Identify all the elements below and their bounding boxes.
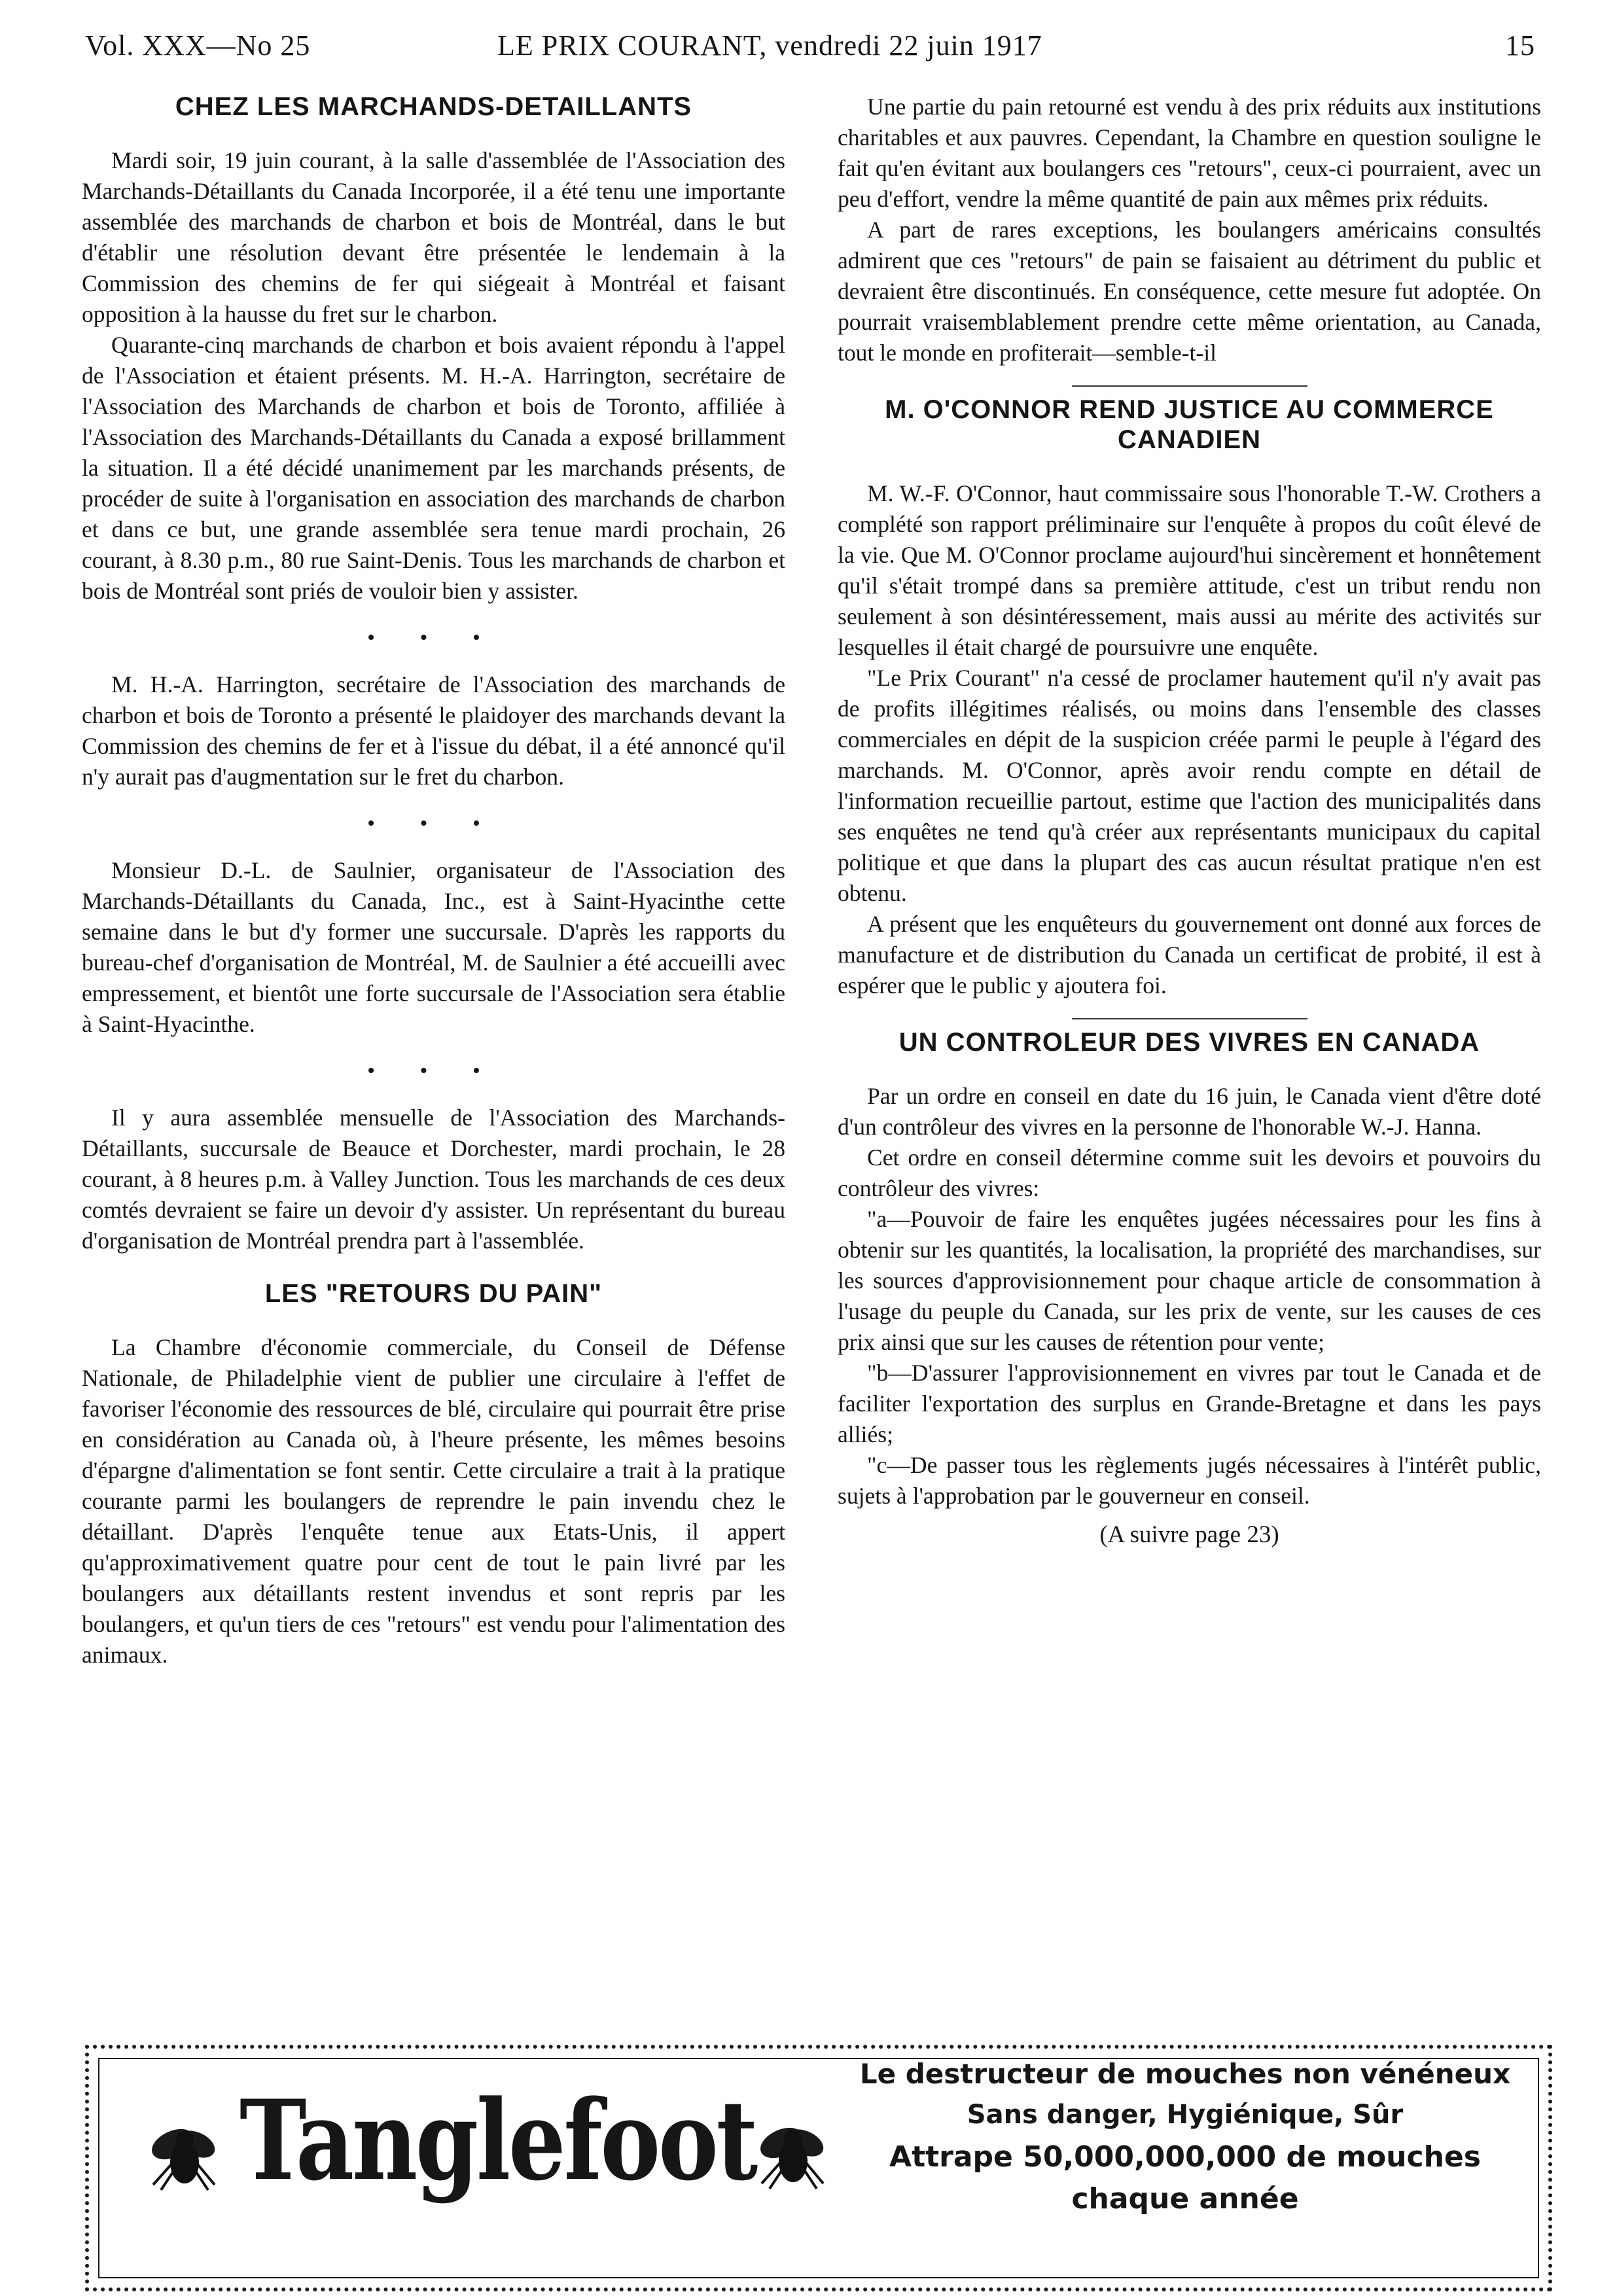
page-number: 15	[1505, 29, 1535, 62]
separator-dots: • • •	[367, 626, 500, 650]
continued-note: (A suivre page 23)	[1099, 1521, 1279, 1548]
fly-icon	[750, 2121, 835, 2193]
paragraph: Par un ordre en conseil en date du 16 juin, le Canada vient d'être doté d'un contrôleur des vivres en la personne de l'honorable W.-J. Hanna.	[838, 1083, 1541, 1140]
paragraph: Cet ordre en conseil détermine comme suit les devoirs et pouvoirs du contrôleur des vivres:	[838, 1144, 1541, 1201]
section-divider	[1072, 1018, 1307, 1019]
ad-text-block	[848, 2054, 1522, 2219]
section-title: CHEZ LES MARCHANDS-DETAILLANTS	[175, 92, 692, 121]
section-title: M. O'CONNOR REND JUSTICE AU COMMERCE CANADIEN	[885, 395, 1494, 454]
brand-name: Tanglefoot	[240, 2075, 756, 2205]
paragraph: "Le Prix Courant" n'a cessé de proclamer hautement qu'il n'y avait pas de profits illégitimes réalisés, ou moins dans l'ensemble des classes commerciales en dépit de la suspicion créée parmi le peuple à l'égard des marchands. M. O'Connor, après avoir rendu compte en détail de l'information recueillie partout, estime que l'action des municipalités dans ses enquêtes ne tend qu'à créer aux représentants municipaux du capital politique et que dans la plupart des cas aucun résultat pratique n'en est obtenu.	[838, 665, 1541, 906]
paragraph: "c—De passer tous les règlements jugés nécessaires à l'intérêt public, sujets à l'approbation par le gouverneur en conseil.	[838, 1452, 1541, 1509]
right-column	[838, 92, 1541, 1549]
paragraph: Monsieur D.-L. de Saulnier, organisateur de l'Association des Marchands-Détaillants du Canada, Inc., est à Saint-Hyacinthe cette semaine dans le but d'y former une succursale. D'après les rapports du bureau-chef d'organisation de Montréal, M. de Saulnier a été accueilli avec empressement, et bientôt une forte succursale de l'Association sera établie à Saint-Hyacinthe.	[82, 857, 785, 1037]
paragraph: "a—Pouvoir de faire les enquêtes jugées nécessaires pour les fins à obtenir sur les quantités, la localisation, la propriété des marchandises, sur les sources d'approvisionnement pour chaque article de consommation à l'usage du peuple du Canada, sur les prix de vente, sur les causes de ces prix ainsi que sur les causes de rétention pour vente;	[838, 1206, 1541, 1355]
separator-dots: • • •	[367, 811, 500, 836]
paragraph: Mardi soir, 19 juin courant, à la salle d'assemblée de l'Association des Marchands-Détaillants du Canada Incorporée, il a été tenu une importante assemblée des marchands de charbon et bois de Montréal, dans le but d'établir une résolution devant être présentée le lendemain à la Commission des chemins de fer qui siégeait à Montréal et faisant opposition à la hausse du fret sur le charbon.	[82, 147, 785, 327]
paragraph: A part de rares exceptions, les boulangers américains consultés admirent que ces "retours" de pain se faisaient au détriment du public et devraient être discontinués. En conséquence, cette mesure fut adoptée. On pourrait vraisemblablement prendre cette même orientation, au Canada, tout le monde en profiterait—semble-t-il	[838, 217, 1541, 366]
paragraph: Une partie du pain retourné est vendu à des prix réduits aux institutions charitables et aux pauvres. Cependant, la Chambre en question souligne le fait qu'en évitant aux boulangers ces "retours", ceux-ci pourraient, avec un peu d'effort, vendre la même quantité de pain aux mêmes prix réduits.	[838, 94, 1541, 212]
ad-claim: Attrape 50,000,000,000 de mouches	[889, 2140, 1481, 2174]
paragraph: Il y aura assemblée mensuelle de l'Association des Marchands-Détaillants, succursale de Beauce et Dorchester, mardi prochain, le 28 courant, à 8 heures p.m. à Valley Junction. Tous les marchands de ces deux comtés devraient se faire un devoir d'y assister. Un représentant du bureau d'organisation de Montréal prendra part à l'assemblée.	[82, 1104, 785, 1254]
paragraph: "b—D'assurer l'approvisionnement en vivres par tout le Canada et de faciliter l'exportation des surplus en Grande-Bretagne et dans les pays alliés;	[838, 1360, 1541, 1447]
tanglefoot-advertisement	[85, 2045, 1552, 2291]
section-title: LES "RETOURS DU PAIN"	[264, 1279, 603, 1308]
separator-dots: • • •	[367, 1059, 500, 1083]
ad-claim-suffix: chaque année	[1071, 2182, 1299, 2216]
left-column	[82, 92, 785, 1670]
paragraph: M. W.-F. O'Connor, haut commissaire sous l'honorable T.-W. Crothers a complété son rapport préliminaire sur l'enquête à propos du coût élevé de la vie. Que M. O'Connor proclame aujourd'hui sincèrement et honnêtement qu'il s'était trompé dans sa première attitude, c'est un tribut rendu non seulement à son désintéressement, mais aussi au mérite des activités sur lesquelles il était chargé de poursuivre une enquête.	[838, 480, 1541, 660]
paragraph: Quarante-cinq marchands de charbon et bois avaient répondu à l'appel de l'Association et étaient présents. M. H.-A. Harrington, secrétaire de l'Association des Marchands de charbon et bois de Toronto, affiliée à l'Association des Marchands-Détaillants du Canada a exposé brillamment la situation. Il a été décidé unanimement par les marchands présents, de procéder de suite à l'organisation en association des marchands de charbon et dans ce but, une grande assemblée sera tenue mardi prochain, 26 courant, à 8.30 p.m., 80 rue Saint-Denis. Tous les marchands de charbon et bois de Montréal sont priés de vouloir bien y assister.	[82, 332, 785, 604]
section-divider	[1072, 385, 1307, 387]
ad-headline: Le destructeur de mouches non vénéneux	[859, 2058, 1511, 2090]
paragraph: A présent que les enquêteurs du gouvernement ont donné aux forces de manufacture et de distribution du Canada un certificat de probité, il est à espérer que le public y ajoutera foi.	[838, 911, 1541, 998]
journal-title-date: LE PRIX COURANT, vendredi 22 juin 1917	[497, 29, 1042, 62]
paragraph: La Chambre d'économie commerciale, du Conseil de Défense Nationale, de Philadelphie vient de publier une circulaire à l'effet de favoriser l'économie des ressources de blé, circulaire qui pourrait être prise en considération au Canada où, à l'heure présente, les mêmes besoins d'épargne d'alimentation se font sentir. Cette circulaire a trait à la pratique courante parmi les boulangers de reprendre le pain invendu chez le détaillant. D'après l'enquête tenue aux Etats-Unis, il appert qu'approximativement quatre pour cent de tout le pain livré par les boulangers aux détaillants restent invendus et sont repris par les boulangers, et qu'un tiers de ces "retours" est vendu pour l'alimentation des animaux.	[82, 1334, 785, 1668]
paragraph: M. H.-A. Harrington, secrétaire de l'Association des marchands de charbon et bois de Toronto a présenté le plaidoyer des marchands devant la Commission des chemins de fer et à l'issue du débat, il a été annoncé qu'il n'y aurait pas d'augmentation sur le fret du charbon.	[82, 671, 785, 790]
volume-number: Vol. XXX—No 25	[85, 29, 311, 62]
fly-icon	[141, 2122, 226, 2194]
section-title: UN CONTROLEUR DES VIVRES EN CANADA	[898, 1028, 1480, 1057]
ad-tagline: Sans danger, Hygiénique, Sûr	[967, 2100, 1404, 2130]
